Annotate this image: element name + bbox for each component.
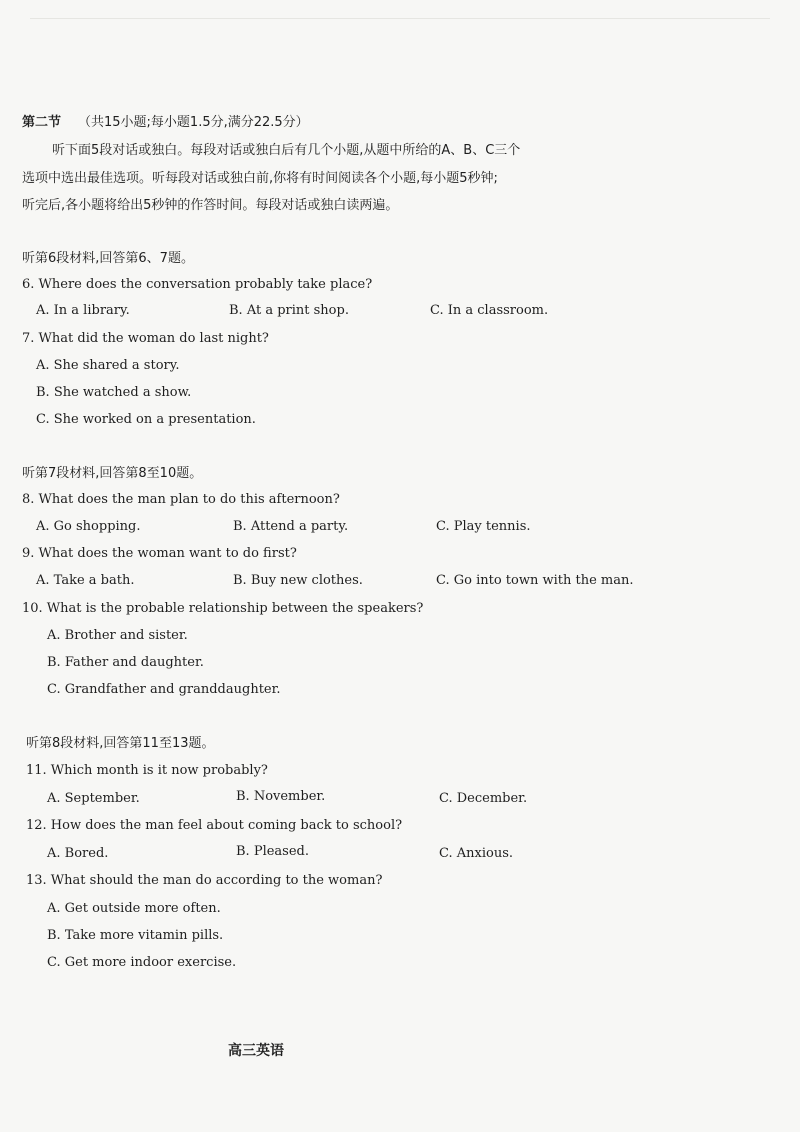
question-7-option-a: A. She shared a story.: [36, 358, 180, 373]
top-edge-line: [30, 18, 770, 19]
question-8-option-c: C. Play tennis.: [436, 519, 531, 534]
question-11-option-c: C. December.: [439, 791, 528, 806]
question-12-option-c: C. Anxious.: [439, 846, 514, 861]
question-13-option-a: A. Get outside more often.: [47, 901, 221, 916]
question-9-option-a: A. Take a bath.: [36, 573, 135, 588]
question-13-option-b: B. Take more vitamin pills.: [47, 928, 224, 943]
page-footer-subject: 高三英语: [228, 1043, 284, 1059]
question-12-option-b: B. Pleased.: [236, 844, 309, 859]
question-13-option-c: C. Get more indoor exercise.: [47, 955, 237, 970]
question-6-option-a: A. In a library.: [36, 303, 130, 318]
question-10-option-b: B. Father and daughter.: [47, 655, 204, 670]
question-6-stem: 6. Where does the conversation probably take place?: [22, 277, 373, 292]
question-7-option-b: B. She watched a show.: [36, 385, 192, 400]
question-10-option-c: C. Grandfather and granddaughter.: [47, 682, 281, 697]
question-7-option-c: C. She worked on a presentation.: [36, 412, 256, 427]
question-11-option-b: B. November.: [236, 789, 326, 804]
question-6-option-b: B. At a print shop.: [229, 303, 349, 318]
question-10-option-a: A. Brother and sister.: [47, 628, 188, 643]
question-12-stem: 12. How does the man feel about coming back to school?: [26, 818, 403, 833]
question-12-option-a: A. Bored.: [47, 846, 109, 861]
instruction-line-2: 选项中选出最佳选项。听每段对话或独白前,你将有时间阅读各个小题,每小题5秒钟;: [22, 171, 498, 186]
question-13-stem: 13. What should the man do according to the woman?: [26, 873, 383, 888]
question-11-option-a: A. September.: [47, 791, 140, 806]
section-subtitle: （共15小题;每小题1.5分,满分22.5分）: [78, 115, 309, 130]
question-8-option-a: A. Go shopping.: [36, 519, 141, 534]
question-6-option-c: C. In a classroom.: [430, 303, 549, 318]
instruction-line-1: 听下面5段对话或独白。每段对话或独白后有几个小题,从题中所给的A、B、C三个: [52, 143, 521, 158]
question-8-option-b: B. Attend a party.: [233, 519, 349, 534]
question-11-stem: 11. Which month is it now probably?: [26, 763, 268, 778]
instruction-line-3: 听完后,各小题将给出5秒钟的作答时间。每段对话或独白读两遍。: [22, 198, 399, 213]
question-9-option-c: C. Go into town with the man.: [436, 573, 634, 588]
question-9-option-b: B. Buy new clothes.: [233, 573, 363, 588]
group-heading-1: 听第6段材料,回答第6、7题。: [22, 251, 194, 266]
group-heading-3: 听第8段材料,回答第11至13题。: [26, 736, 215, 751]
group-heading-2: 听第7段材料,回答第8至10题。: [22, 466, 203, 481]
question-7-stem: 7. What did the woman do last night?: [22, 331, 269, 346]
question-8-stem: 8. What does the man plan to do this afternoon?: [22, 492, 340, 507]
section-title: 第二节: [22, 115, 62, 130]
question-9-stem: 9. What does the woman want to do first?: [22, 546, 297, 561]
question-10-stem: 10. What is the probable relationship between the speakers?: [22, 601, 424, 616]
